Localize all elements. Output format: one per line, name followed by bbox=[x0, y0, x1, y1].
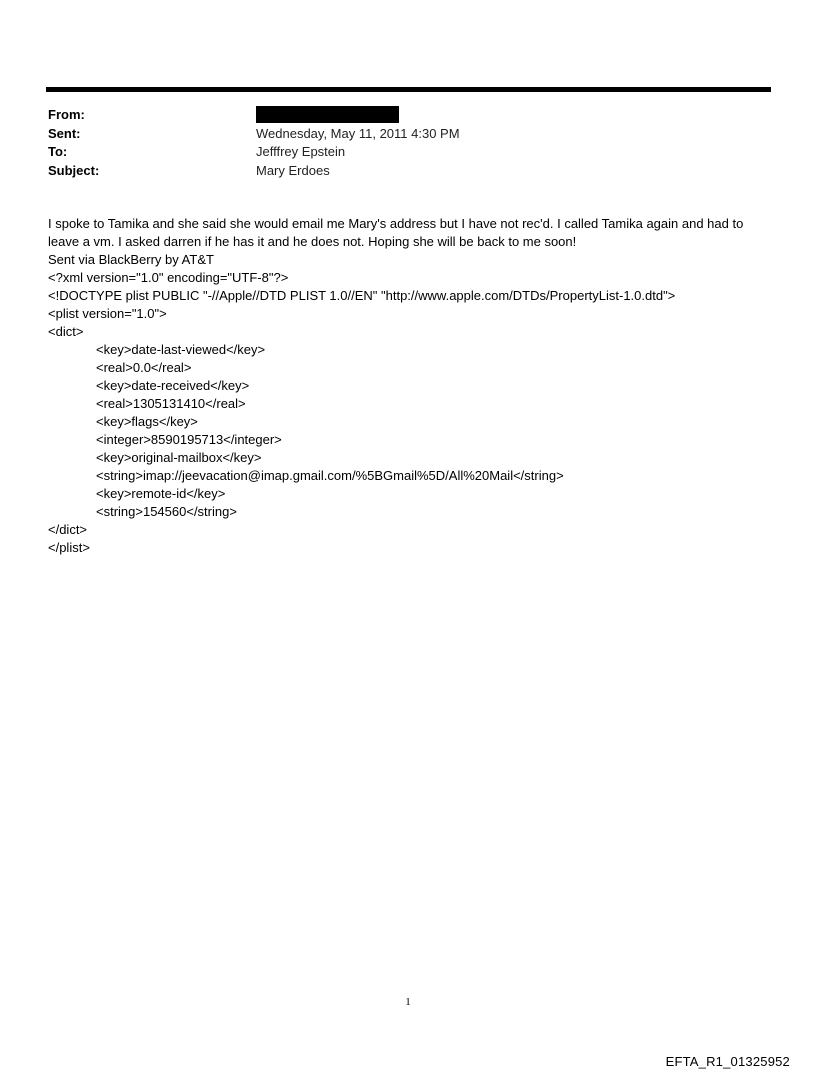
redaction-box bbox=[256, 106, 399, 123]
to-value: Jefffrey Epstein bbox=[256, 144, 346, 159]
signature-line: Sent via BlackBerry by AT&T bbox=[48, 252, 214, 267]
subject-row bbox=[48, 162, 768, 181]
dict-entry: <key>remote-id</key> bbox=[96, 486, 226, 501]
plist-open-tag: <plist version="1.0"> bbox=[48, 306, 167, 321]
subject-value: Mary Erdoes bbox=[256, 162, 330, 178]
dict-entry: <string>imap://jeevacation@imap.gmail.com/%5BGmail%5D/All%20Mail</string> bbox=[96, 468, 564, 483]
dict-open-tag: <dict> bbox=[48, 324, 84, 339]
page-number: 1 bbox=[405, 996, 411, 1008]
from-row bbox=[48, 106, 768, 125]
header-divider bbox=[46, 87, 771, 92]
doctype-line: <!DOCTYPE plist PUBLIC "-//Apple//DTD PLIST 1.0//EN" "http://www.apple.com/DTDs/PropertyList-1.0.dtd"> bbox=[48, 288, 676, 303]
sent-value: Wednesday, May 11, 2011 4:30 PM bbox=[256, 125, 460, 141]
email-body bbox=[48, 215, 772, 557]
subject-label: Subject: bbox=[48, 162, 100, 178]
sent-label: Sent: bbox=[48, 125, 81, 141]
sent-row bbox=[48, 125, 768, 144]
message-line: leave a vm. I asked darren if he has it and he does not. Hoping she will be back to me soon! bbox=[48, 234, 577, 249]
plist-close-tag: </plist> bbox=[48, 540, 90, 555]
from-value bbox=[256, 106, 399, 125]
to-row bbox=[48, 143, 768, 162]
dict-entry: <key>date-last-viewed</key> bbox=[96, 342, 266, 357]
dict-close-tag: </dict> bbox=[48, 522, 88, 537]
dict-entry: <real>0.0</real> bbox=[96, 360, 192, 375]
dict-entry: <key>date-received</key> bbox=[96, 378, 250, 393]
dict-entry: <string>154560</string> bbox=[96, 504, 237, 519]
from-label: From: bbox=[48, 107, 85, 122]
document-id: EFTA_R1_01325952 bbox=[665, 1054, 790, 1069]
dict-entry: <real>1305131410</real> bbox=[96, 396, 246, 411]
email-header bbox=[48, 106, 768, 180]
xml-declaration: <?xml version="1.0" encoding="UTF-8"?> bbox=[48, 270, 289, 285]
dict-entry: <integer>8590195713</integer> bbox=[96, 432, 282, 447]
message-line: I spoke to Tamika and she said she would email me Mary's address but I have not rec'd. I called Tamika again and had to bbox=[48, 216, 744, 231]
dict-entry: <key>flags</key> bbox=[96, 414, 198, 429]
to-label: To: bbox=[48, 144, 68, 159]
dict-entry: <key>original-mailbox</key> bbox=[96, 450, 262, 465]
